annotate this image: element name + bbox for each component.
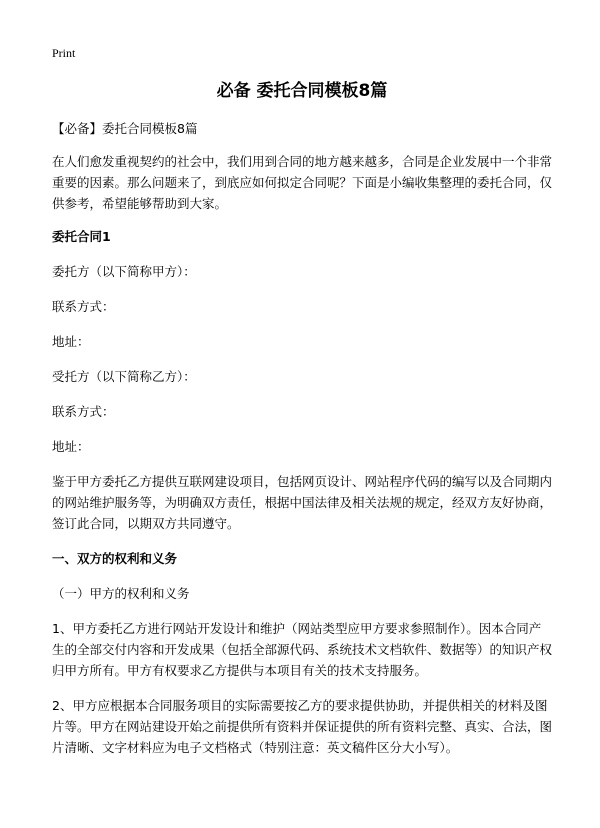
client-address-line: 地址：: [52, 334, 90, 349]
agent-address-line: 地址：: [52, 439, 90, 454]
document-body: [52, 78, 552, 758]
preamble-paragraph: 鉴于甲方委托乙方提供互联网建设项目，包括网页设计、网站程序代码的编写以及合同期内的网站维护服务等，为明确双方责任，根据中国法律及相关法规的规定，经双方友好协商，签订此合同，以期双方共同遵守。: [52, 474, 553, 531]
article-heading: 一、双方的权利和义务: [52, 551, 178, 566]
intro-paragraph: 在人们愈发重视契约的社会中，我们用到合同的地方越来越多，合同是企业发展中一个非常重要的因素。那么问题来了，到底应如何拟定合同呢？下面是小编收集整理的委托合同，仅供参考，希望能够帮助到大家。: [52, 154, 553, 211]
clause-paragraph: 1、甲方委托乙方进行网站开发设计和维护（网站类型应甲方要求参照制作）。因本合同产生的全部交付内容和开发成果（包括全部源代码、系统技术文档软件、数据等）的知识产权归甲方所有。甲方有权要求乙方提供与本项目有关的技术支持服务。: [52, 621, 553, 678]
print-link[interactable]: Print: [52, 46, 76, 60]
clause-paragraph: 2、甲方应根据本合同服务项目的实际需要按乙方的要求提供协助，并提供相关的材料及图片等。甲方在网站建设开始之前提供所有资料并保证提供的所有资料完整、真实、合法，图片清晰、文字材料应为电子文档格式（特别注意：英文稿件区分大小写）。: [52, 698, 553, 755]
section-heading: 委托合同1: [52, 229, 111, 244]
agent-party-line: 受托方（以下简称乙方）：: [52, 369, 196, 384]
client-contact-line: 联系方式：: [52, 299, 115, 314]
client-party-line: 委托方（以下简称甲方）：: [52, 264, 196, 279]
agent-contact-line: 联系方式：: [52, 404, 115, 419]
document-title: 必备 委托合同模板8篇: [216, 81, 388, 101]
article-subheading: （一）甲方的权利和义务: [52, 586, 190, 601]
document-subtitle: 【必备】委托合同模板8篇: [52, 121, 198, 136]
